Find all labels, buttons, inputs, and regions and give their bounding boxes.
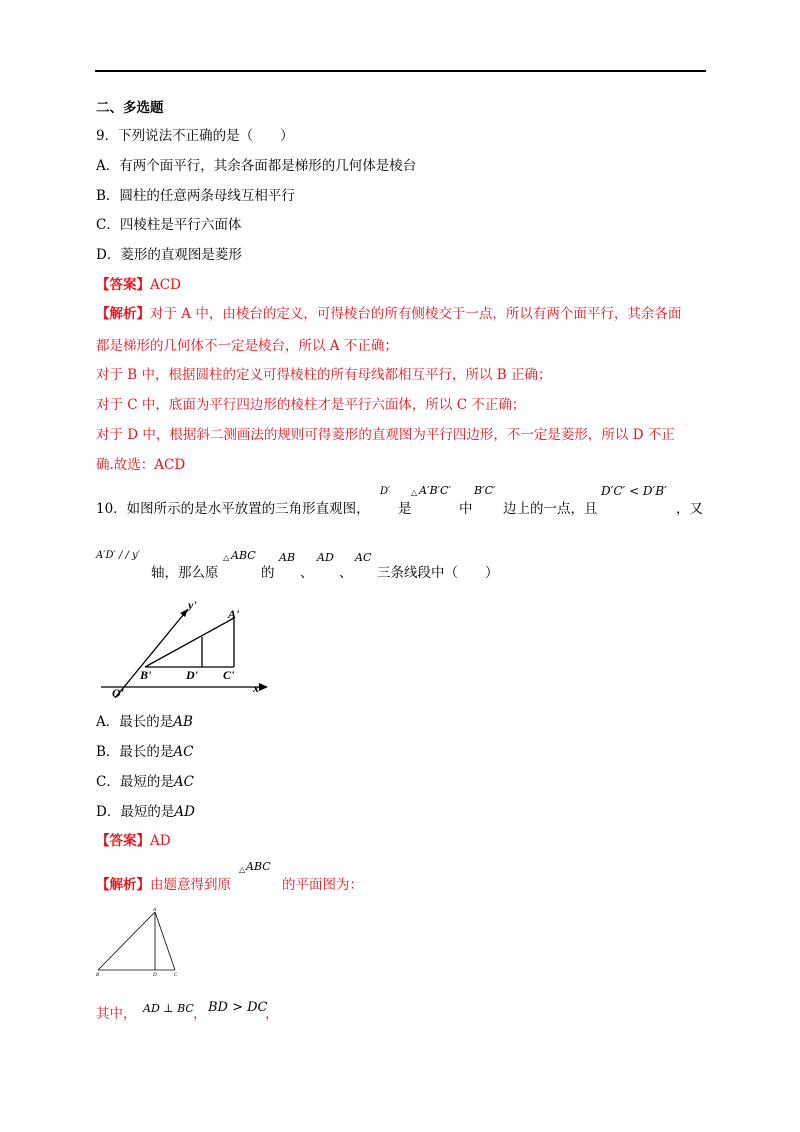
q9-option-d: D．菱形的直观图是菱形 xyxy=(96,247,242,263)
oblique-view-figure xyxy=(96,596,276,701)
label-b: B xyxy=(96,973,100,978)
q9-analysis-line-4: 对于 C 中，底面为平行四边形的棱柱才是平行六面体，所以 C 不正确； xyxy=(96,397,526,413)
q10-final-ineq: BD > DC xyxy=(208,1000,268,1015)
header-rule xyxy=(95,70,706,72)
q10-analysis-label: 【解析】 xyxy=(96,877,150,893)
q10-seg-ab: AB xyxy=(279,551,296,564)
q9-stem: 9．下列说法不正确的是（ ） xyxy=(96,128,294,144)
label-a-prime: A' xyxy=(228,607,240,621)
q10-seg-ac: AC xyxy=(355,551,372,564)
label-o-prime: O' xyxy=(112,686,124,700)
q9-analysis-line-5: 对于 D 中，根据斜二测画法的规则可得菱形的直观图为平行四边形，不一定是菱形，所以 D 不正 xyxy=(96,427,675,443)
segment-ac xyxy=(155,912,175,970)
q10-triangle-symbol: △ xyxy=(411,488,418,497)
label-d-prime: D' xyxy=(186,668,198,682)
label-c-prime: C' xyxy=(223,668,235,682)
q10-ad-parallel: A′D′ / / y′ xyxy=(96,550,140,561)
q10-triangle-abc: ABC xyxy=(231,549,256,562)
label-a: A xyxy=(153,908,157,913)
q9-option-a: A．有两个面平行，其余各面都是梯形的几何体是棱台 xyxy=(96,158,417,174)
q10-option-c xyxy=(96,773,194,791)
q9-analysis-line-3: 对于 B 中，根据圆柱的定义可得棱柱的所有母线都相互平行，所以 B 正确； xyxy=(96,367,552,383)
q10-edge-point: 边上的一点，且 xyxy=(503,501,598,517)
q10-stem-end: 三条线段中（ ） xyxy=(377,565,499,581)
q10-final-comma: ， xyxy=(193,1006,207,1022)
label-b-prime: B' xyxy=(140,668,152,682)
q10-option-b xyxy=(96,743,194,761)
original-triangle-figure xyxy=(94,906,186,978)
q10-zhong: 中 xyxy=(459,501,473,517)
q9-answer-value: ACD xyxy=(150,277,181,293)
q10-option-b-text: B．最长的是 xyxy=(96,744,174,760)
q9-analysis-line-6: 确.故选：ACD xyxy=(96,457,186,473)
q10-analysis-tri: ABC xyxy=(246,860,271,873)
q10-option-d-seg: AD xyxy=(174,804,195,820)
q10-inequality: D′C′ < D′B′ xyxy=(601,484,667,498)
label-d: D xyxy=(153,973,157,978)
q10-option-a xyxy=(96,713,193,731)
y-axis-arrow-icon xyxy=(180,609,188,617)
q10-analysis-end: 的平面图为： xyxy=(282,877,363,893)
q10-option-d xyxy=(96,803,195,821)
q10-you: ，又 xyxy=(676,501,703,517)
q10-final-line xyxy=(96,1002,137,1022)
q10-analysis-text: 由题意得到原 xyxy=(150,877,231,893)
q10-option-d-text: D．最短的是 xyxy=(96,804,175,820)
q10-answer-value: AD xyxy=(150,833,171,849)
y-axis xyxy=(115,609,188,698)
q10-is: 是 xyxy=(398,501,412,517)
q10-triangle-prime: A′B′C′ xyxy=(419,484,451,497)
q10-sep-1: 、 xyxy=(300,565,314,581)
q10-seg-ad: AD xyxy=(317,551,334,564)
q10-final-perp: AD ⊥ BC xyxy=(143,1002,194,1015)
segment-a-b xyxy=(145,618,234,667)
segment-ab xyxy=(98,912,155,970)
q9-analysis-line-2: 都是梯形的几何体不一定是棱台，所以 A 不正确； xyxy=(96,338,398,354)
label-y-axis: y' xyxy=(188,598,197,612)
q10-option-a-seg: AB xyxy=(173,714,193,730)
q9-analysis-label: 【解析】 xyxy=(96,306,150,322)
q9-answer xyxy=(96,276,181,294)
label-x-axis: x' xyxy=(253,681,263,695)
q10-analysis xyxy=(96,873,231,893)
q9-option-b: B．圆柱的任意两条母线互相平行 xyxy=(96,188,295,204)
q10-option-b-seg: AC xyxy=(173,744,194,760)
q10-bc-prime: B′C′ xyxy=(474,484,496,497)
q10-answer xyxy=(96,832,171,850)
q10-analysis-triangle-symbol: △ xyxy=(239,865,246,874)
q10-triangle-symbol-2: △ xyxy=(223,553,230,562)
q10-answer-label: 【答案】 xyxy=(96,833,150,849)
q9-option-c: C．四棱柱是平行六面体 xyxy=(96,217,242,233)
q9-answer-label: 【答案】 xyxy=(96,277,150,293)
q9-analysis-text-1: 对于 A 中，由棱台的定义，可得棱台的所有侧棱交于一点，所以有两个面平行，其余各面 xyxy=(150,306,682,322)
section-title: 二、多选题 xyxy=(96,100,164,116)
q10-final-prefix: 其中， xyxy=(96,1006,137,1022)
q10-option-a-text: A．最长的是 xyxy=(96,714,174,730)
q10-stem-part1: 10．如图所示的是水平放置的三角形直观图， xyxy=(96,501,370,517)
q10-axis-text: 轴，那么原 xyxy=(151,565,219,581)
q10-sep-2: 、 xyxy=(339,565,353,581)
q10-final-end: ， xyxy=(265,1006,279,1022)
q10-d-prime: D′ xyxy=(380,486,391,497)
q10-option-c-text: C．最短的是 xyxy=(96,774,174,790)
q9-analysis-line-1 xyxy=(96,305,681,323)
q10-option-c-seg: AC xyxy=(173,774,194,790)
label-c: C xyxy=(174,973,178,978)
q10-de: 的 xyxy=(261,565,275,581)
